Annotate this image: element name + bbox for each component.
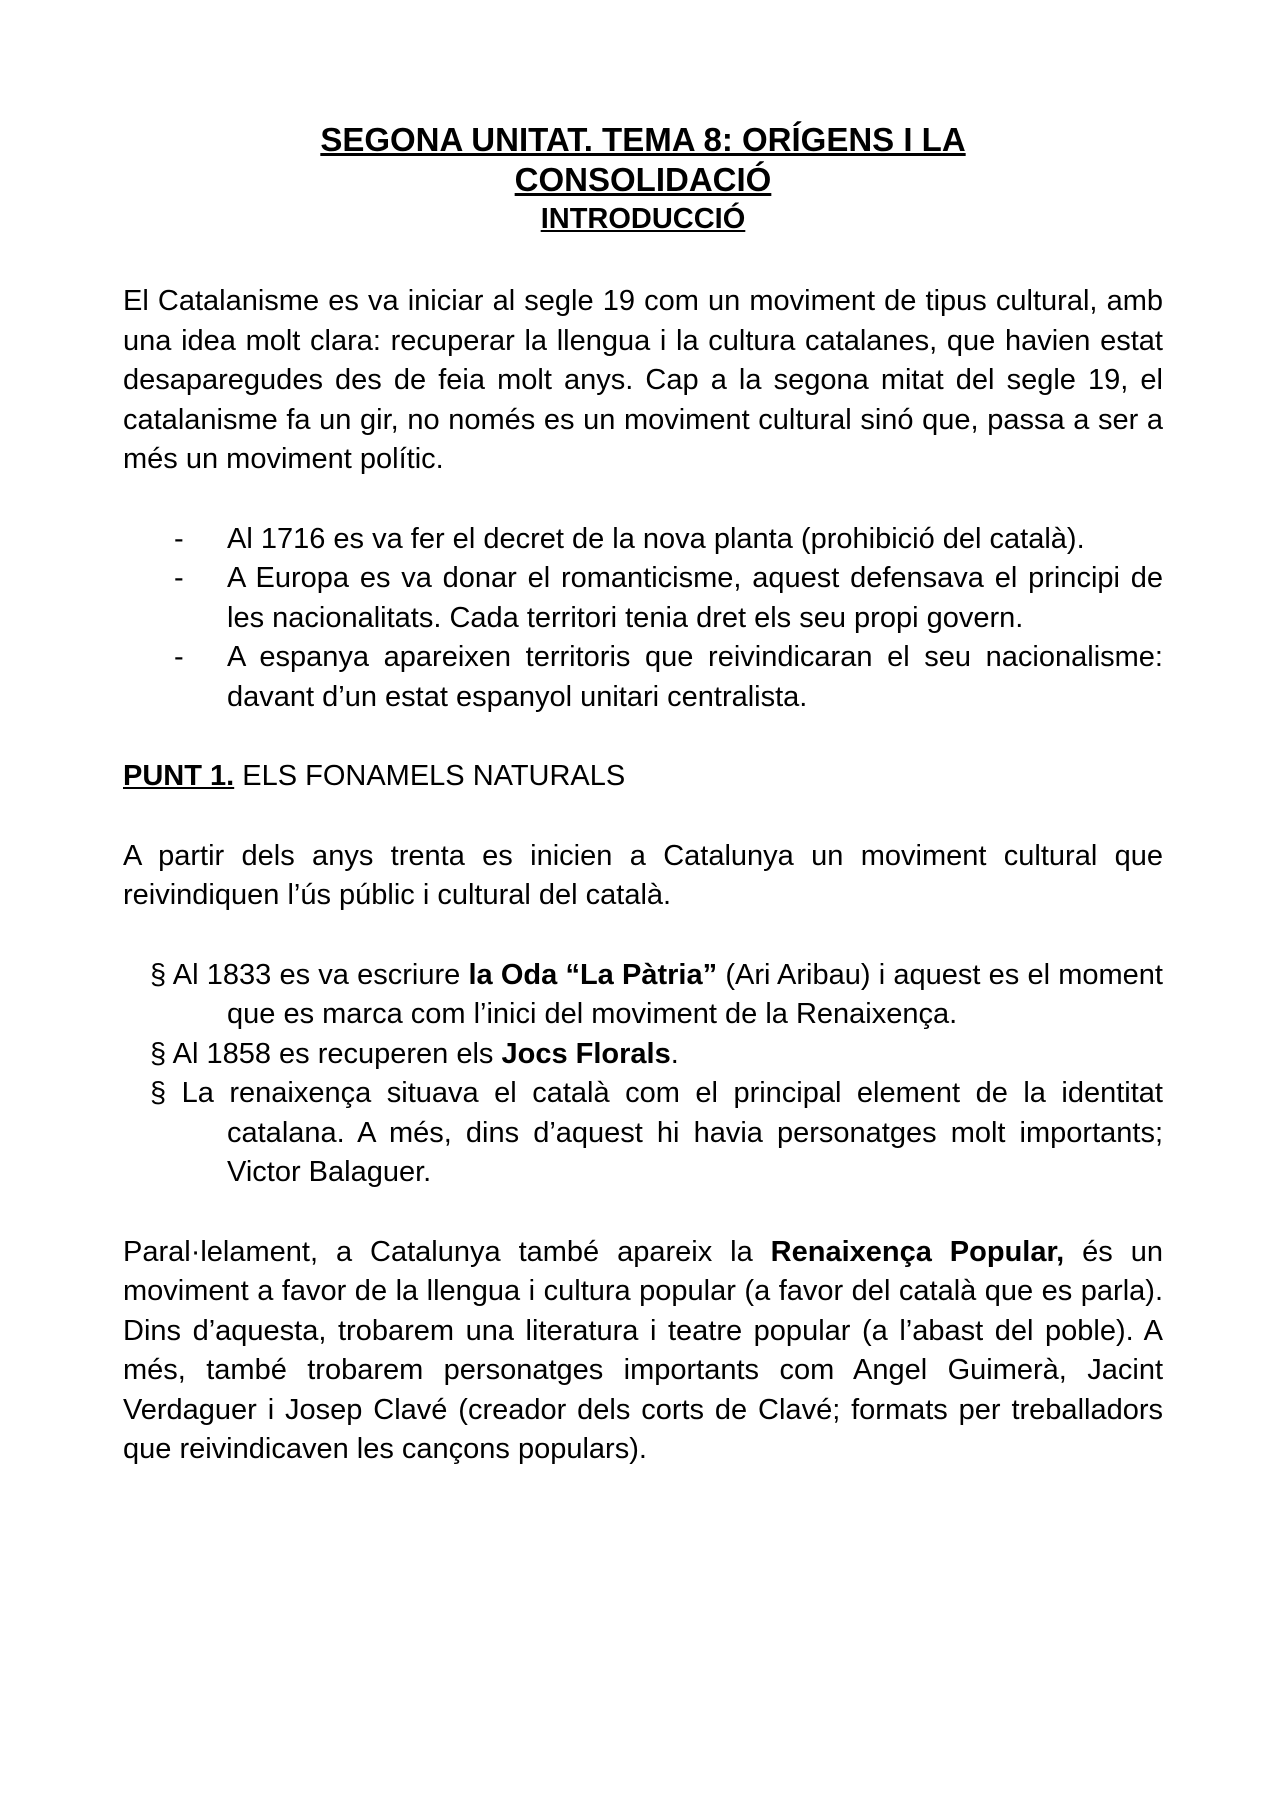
title-line-2: CONSOLIDACIÓ — [514, 161, 772, 198]
section-list — [123, 956, 1163, 1193]
dash-bullet: - — [174, 641, 184, 673]
list-item-text: Al 1716 es va fer el decret de la nova planta (prohibició del català). — [227, 522, 1085, 555]
punt1-paragraph: A partir dels anys trenta es inicien a Catalunya un moviment cultural que reivindiquen l’ús públic i cultural del català. — [123, 839, 1163, 911]
event-name: Jocs Florals — [501, 1037, 671, 1070]
list-item: § Al 1833 es va escriure la Oda “La Pàtria” (Ari Aribau) i aquest es el moment que es marca com l’inici del moviment de la Renaixença. — [150, 958, 1163, 1030]
list-item-text: A espanya apareixen territoris que reivindicaran el seu nacionalisme: davant d’un estat espanyol unitari centralista. — [227, 641, 1163, 713]
document-title — [123, 120, 1163, 200]
list-item: § Al 1858 es recuperen els Jocs Florals. — [150, 1037, 679, 1070]
list-item — [123, 520, 1163, 560]
intro-paragraph: El Catalanisme es va iniciar al segle 19 com un moviment de tipus cultural, amb una idea molt clara: recuperar la llengua i la cultura catalanes, que havien estat desaparegudes des de feia molt anys. Cap a la segona mitat del segle 19, el catalanisme fa un gir, no només es un moviment cultural sinó que, passa a ser a més un moviment polític. — [123, 285, 1163, 475]
section-bullet: § — [150, 1037, 167, 1070]
section-bullet: § — [150, 1077, 167, 1109]
final-paragraph: Paral·lelament, a Catalunya també apareix la Renaixença Popular, és un moviment a favor de la llengua i cultura popular (a favor del català que es parla). Dins d’aquesta, trobarem una literatura i teatre popular (a l’abast del poble). A més, també trobarem personatges importants com Angel Guimerà, Jacint Verdaguer i Josep Clavé (creador dels corts de Clavé; formats per treballadors que reivindicaven les cançons populars). — [123, 1235, 1164, 1465]
poem-title: la Oda “La Pàtria” — [468, 958, 718, 991]
title-line-1: SEGONA UNITAT. TEMA 8: ORÍGENS I LA — [320, 121, 966, 158]
section-heading-text: ELS FONAMELS NATURALS — [234, 760, 626, 792]
section-heading — [123, 757, 1163, 797]
document-page — [123, 120, 1163, 1470]
list-item — [123, 638, 1163, 717]
section-bullet: § — [150, 958, 167, 991]
movement-name: Renaixença Popular, — [770, 1235, 1065, 1268]
dash-bullet: - — [174, 562, 184, 594]
list-item-text: A Europa es va donar el romanticisme, aquest defensava el principi de les nacionalitats. Cada territori tenia dret els seu propi govern. — [227, 562, 1163, 634]
dash-list — [123, 520, 1163, 718]
list-item — [123, 559, 1163, 638]
dash-bullet: - — [174, 522, 184, 555]
section-subtitle: INTRODUCCIÓ — [540, 203, 746, 235]
section-heading-label: PUNT 1. — [123, 760, 235, 792]
list-item: § La renaixença situava el català com el principal element de la identitat catalana. A més, dins d’aquest hi havia personatges molt importants; Victor Balaguer. — [150, 1077, 1163, 1188]
